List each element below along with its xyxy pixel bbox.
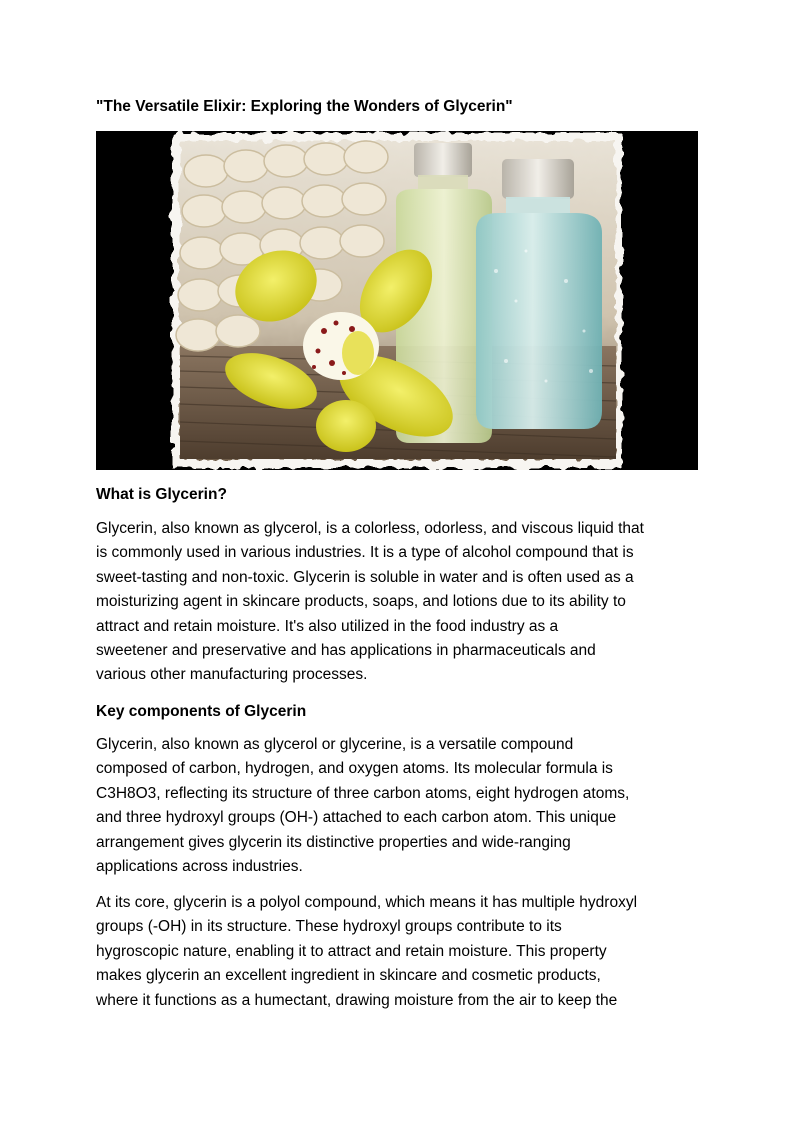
section-paragraph xyxy=(96,733,699,879)
section-paragraph xyxy=(96,891,699,1013)
text-line: hygroscopic nature, enabling it to attract and retain moisture. This property xyxy=(96,942,607,960)
text-line: makes glycerin an excellent ingredient in skincare and cosmetic products, xyxy=(96,967,601,985)
text-line: sweetener and preservative and has applications in pharmaceuticals and xyxy=(96,642,596,660)
text-line: moisturizing agent in skincare products, soaps, and lotions due to its ability to xyxy=(96,593,626,611)
text-line: various other manufacturing processes. xyxy=(96,666,368,684)
text-line: applications across industries. xyxy=(96,858,303,876)
text-line: attract and retain moisture. It's also utilized in the food industry as a xyxy=(96,617,559,635)
text-line: C3H8O3, reflecting its structure of three carbon atoms, eight hydrogen atoms, xyxy=(96,784,630,802)
section-heading: Key components of Glycerin xyxy=(96,703,307,720)
text-line: groups (-OH) in its structure. These hydroxyl groups contribute to its xyxy=(96,918,562,936)
glycerin-bottles-orchid-image xyxy=(96,131,698,470)
text-line: sweet-tasting and non-toxic. Glycerin is soluble in water and is often used as a xyxy=(96,568,634,586)
text-line: Glycerin, also known as glycerol or glycerine, is a versatile compound xyxy=(96,736,574,753)
section-heading: What is Glycerin? xyxy=(96,486,227,503)
document-title: "The Versatile Elixir: Exploring the Wonders of Glycerin" xyxy=(96,98,513,115)
text-line: At its core, glycerin is a polyol compound, which means it has multiple hydroxyl xyxy=(96,894,638,911)
text-line: Glycerin, also known as glycerol, is a colorless, odorless, and viscous liquid that xyxy=(96,520,644,537)
text-line: where it functions as a humectant, drawing moisture from the air to keep the xyxy=(96,991,618,1009)
section-paragraph xyxy=(96,517,699,688)
text-line: composed of carbon, hydrogen, and oxygen atoms. Its molecular formula is xyxy=(96,760,613,778)
text-line: and three hydroxyl groups (OH-) attached to each carbon atom. This unique xyxy=(96,809,617,827)
text-line: is commonly used in various industries. It is a type of alcohol compound that is xyxy=(96,544,634,562)
glycerin-photo xyxy=(96,131,698,470)
text-line: arrangement gives glycerin its distinctive properties and wide-ranging xyxy=(96,833,571,851)
